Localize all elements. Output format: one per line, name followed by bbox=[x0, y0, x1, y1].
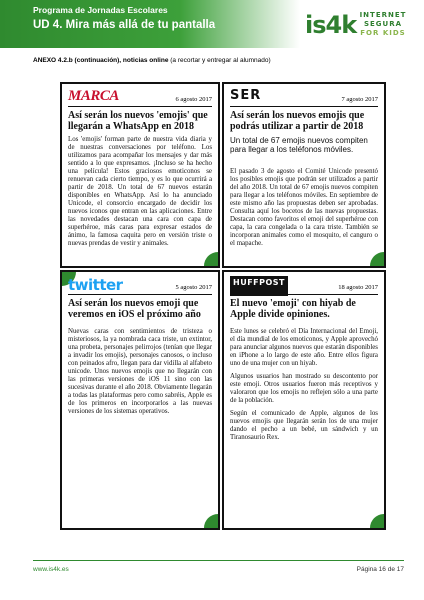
unit-title: UD 4. Mira más allá de tu pantalla bbox=[33, 19, 216, 31]
card-body bbox=[68, 136, 212, 253]
twitter-logo: twitter bbox=[68, 276, 123, 294]
card-headline: Así serán los nuevos emoji que veremos en iOS el próximo año bbox=[68, 298, 201, 320]
is4k-logo bbox=[305, 10, 417, 44]
corner-decoration bbox=[204, 514, 218, 528]
news-card-huffpost bbox=[222, 270, 386, 530]
program-subtitle: Programa de Jornadas Escolares bbox=[33, 5, 168, 15]
page-header bbox=[0, 0, 424, 48]
logo-mark: is4k bbox=[305, 11, 357, 39]
card-body bbox=[68, 328, 212, 421]
corner-decoration bbox=[370, 514, 384, 528]
card-date: 7 agosto 2017 bbox=[341, 96, 378, 103]
website-link[interactable]: www.is4k.es bbox=[33, 566, 69, 573]
card-date: 5 agosto 2017 bbox=[175, 284, 212, 291]
annex-label: ANEXO 4.2.b (continuación), noticias online bbox=[33, 57, 169, 64]
card-paragraph: Nuevas caras con sentimientos de tristeza o misteriosos, la ya nombrada caca triste, un extintor, una probeta, personajes pelirrojos (tenían que llegar a invadir los emojis), personajes canosos, o incluso con peinados afro, llegan para dar vidilla al alfabeto unicode. Unos nuevos emojis que no llegarán con las primeras versiones de iOS 11 sino con las sucesivas durante el año 2018. Obviamente llegarán a todas las plataformas pero como sabréis, Apple es de los primeros en incorporarlos a las nuevas versiones de los sistemas operativos. bbox=[68, 328, 212, 415]
logo-line-segura: SEGURA bbox=[363, 20, 403, 28]
corner-decoration bbox=[204, 252, 218, 266]
footer-divider bbox=[33, 560, 404, 561]
annex-note: (a recortar y entregar al alumnado) bbox=[170, 57, 271, 64]
card-divider bbox=[68, 294, 212, 295]
card-paragraph: Algunos usuarios han mostrado su descontento por este emoji. Otros usuarios fueron más receptivos y valoraron que los emojis no reflejen sólo a una parte de la población. bbox=[230, 373, 378, 404]
card-headline: El nuevo 'emoji' con hiyab de Apple divide opiniones. bbox=[230, 298, 356, 320]
logo-line-forkids: FOR KIDS bbox=[360, 29, 406, 37]
card-headline: Así serán los nuevos emojis que podrás utilizar a partir de 2018 bbox=[230, 110, 365, 132]
card-subheadline: Un total de 67 emojis nuevos compiten para llegar a los teléfonos móviles. bbox=[230, 136, 368, 154]
news-card-twitter bbox=[60, 270, 220, 530]
card-divider bbox=[230, 106, 378, 107]
card-divider bbox=[230, 294, 378, 295]
news-card-ser bbox=[222, 82, 386, 268]
logo-line-internet: INTERNET bbox=[359, 11, 407, 19]
ser-logo: SER bbox=[230, 88, 262, 103]
card-paragraph: Este lunes se celebró el Día Internacional del Emoji, el día mundial de los emoticonos, y Apple aprovechó para anunciar algunos nuevos que estarán disponibles en iPhone a lo largo de este año. Entre ellos figura uno de una mujer con un hiyab. bbox=[230, 328, 378, 367]
news-card-marca bbox=[60, 82, 220, 268]
page-number: Página 16 de 17 bbox=[356, 566, 404, 573]
marca-logo: MARCA bbox=[68, 88, 119, 104]
card-paragraph: Los 'emojis' forman parte de nuestra vida diaria y de nuestras conversaciones por teléfono. Los utilizamos para acompañar los mensajes y dar más sentido a lo que expresamos. ¡Incluso se ha hecho una película! Estos graciosos emoticonos se renuevan cada cierto tiempo, y es lo que ocurrirá a partir de 2018. Un total de 67 nuevos estarán disponibles en WhatsApp. Así lo ha anunciado Unicode, el consorcio encargado de decidir los nuevos iconos que entran en las aplicaciones. Entre las novedades destacan una cara con capa de superhéroe, más caras para expresar estados de ánimo, la famosa caquita pero en versión triste o nuevas prendas de vestir y animales. bbox=[68, 136, 212, 247]
corner-decoration bbox=[370, 252, 384, 266]
card-paragraph: Según el comunicado de Apple, algunos de los nuevos emojis que llegarán serán los de una mujer dando el pecho a un bebé, un sándwich y un Tiranosaurio Rex. bbox=[230, 410, 378, 441]
annex-caption bbox=[33, 57, 271, 64]
card-headline: Así serán los nuevos 'emojis' que llegarán a WhatsApp en 2018 bbox=[68, 110, 208, 132]
card-body bbox=[230, 168, 378, 253]
huffpost-logo: HUFFPOST bbox=[230, 276, 288, 296]
card-body bbox=[230, 328, 378, 447]
card-date: 18 agosto 2017 bbox=[338, 284, 378, 291]
card-date: 6 agosto 2017 bbox=[175, 96, 212, 103]
card-paragraph: El pasado 3 de agosto el Comité Unicode presentó los posibles emojis que podrán ser utilizados a partir del año 2018. Un total de 67 emojis nuevos compiten para llegar a los teléfonos móviles. En septiembre de este mismo año las propuestas deben ser aprobadas. Consulta aquí los bocetos de las nuevas propuestas. Destacan como favoritos el emoji del superhéroe con capa, la cara congelada o la cara triste. También se incorporan animales como el mosquito, el canguro o el mapache. bbox=[230, 168, 378, 247]
card-divider bbox=[68, 106, 212, 107]
